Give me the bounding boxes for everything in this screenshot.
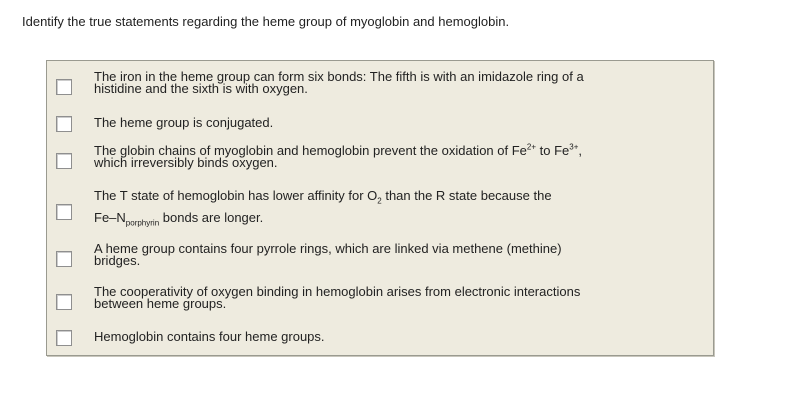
option-label: The heme group is conjugated. — [94, 115, 274, 130]
superscript: 2+ — [526, 142, 537, 152]
superscript: 3+ — [569, 142, 579, 152]
checkbox[interactable] — [56, 251, 72, 267]
subscript: porphyrin — [125, 218, 160, 228]
line: between heme groups. — [94, 296, 227, 311]
option-label — [94, 185, 704, 229]
checkbox[interactable] — [56, 294, 72, 310]
question-prompt: Identify the true statements regarding the heme group of myoglobin and hemoglobin. — [22, 14, 510, 29]
option-label — [94, 71, 704, 95]
text: , — [578, 143, 583, 158]
line: which irreversibly binds oxygen. — [94, 155, 278, 170]
text: to Fe — [536, 143, 570, 158]
option-label — [94, 243, 704, 267]
line: The iron in the heme group can form six bonds: The fifth is with an imidazole ring of a — [94, 69, 584, 84]
option-label — [94, 142, 704, 170]
text: than the R state because the — [381, 188, 552, 203]
text: The T state of hemoglobin has lower affinity for O — [94, 188, 378, 203]
subscript: 2 — [377, 196, 382, 206]
text: bonds are longer. — [159, 210, 264, 225]
line: A heme group contains four pyrrole rings, which are linked via methene (methine) — [94, 241, 562, 256]
option-label — [94, 286, 704, 310]
checkbox[interactable] — [56, 330, 72, 346]
line: histidine and the sixth is with oxygen. — [94, 81, 308, 96]
checkbox[interactable] — [56, 79, 72, 95]
checkbox[interactable] — [56, 204, 72, 220]
text: Fe–N — [94, 210, 126, 225]
line: bridges. — [94, 253, 141, 268]
line: The cooperativity of oxygen binding in hemoglobin arises from electronic interactions — [94, 284, 581, 299]
text: The globin chains of myoglobin and hemoglobin prevent the oxidation of Fe — [94, 143, 527, 158]
checkbox[interactable] — [56, 116, 72, 132]
option-label: Hemoglobin contains four heme groups. — [94, 329, 325, 344]
checkbox[interactable] — [56, 153, 72, 169]
answer-options — [46, 60, 714, 356]
